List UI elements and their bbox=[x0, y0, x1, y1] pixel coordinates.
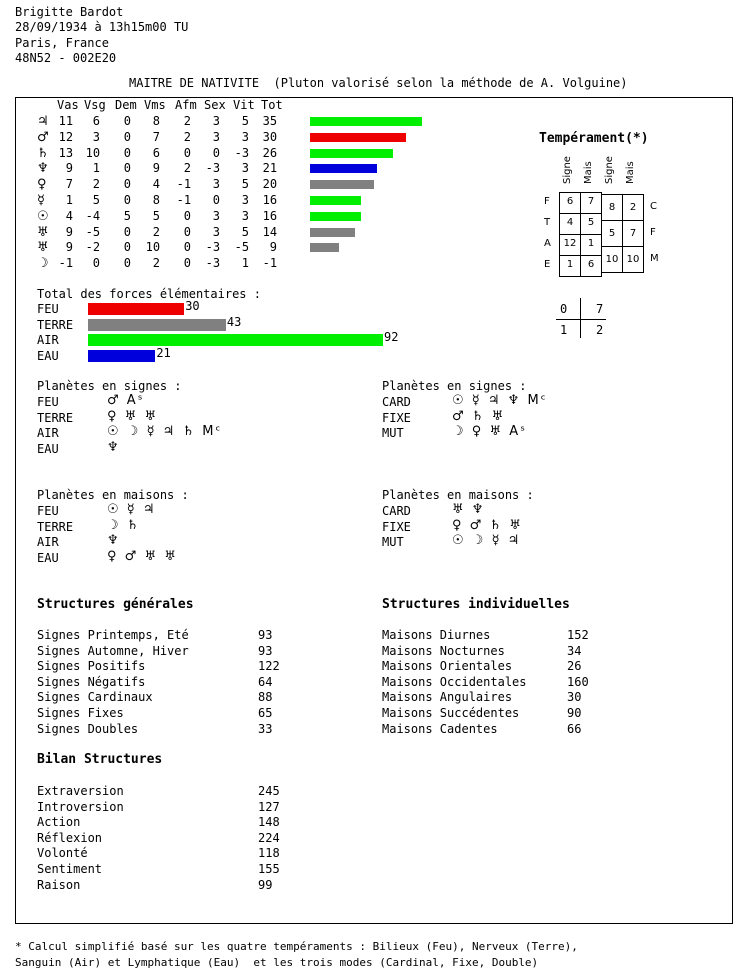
dominance-cell: 0 bbox=[123, 224, 132, 239]
dominance-cell: -1 bbox=[176, 193, 192, 207]
structure-value: 245 bbox=[258, 784, 280, 798]
dominance-cell: 3 bbox=[92, 129, 101, 144]
planet-list-label: AIR bbox=[37, 535, 59, 550]
element-value: 43 bbox=[226, 314, 242, 329]
structure-label: Maisons Nocturnes bbox=[382, 643, 505, 658]
planet-list-label: CARD bbox=[382, 395, 411, 409]
cross-top-right: 7 bbox=[596, 302, 604, 316]
planet-list-label: FEU bbox=[37, 395, 59, 409]
elements-title: Total des forces élémentaires : bbox=[37, 287, 261, 301]
dominance-cell: 7 bbox=[152, 129, 161, 144]
temperament-cell: 7 bbox=[622, 220, 644, 247]
dominance-cell: 6 bbox=[92, 114, 101, 128]
dominance-bar bbox=[310, 228, 355, 237]
planet-list-label: MUT bbox=[382, 426, 404, 441]
element-label: EAU bbox=[37, 348, 59, 363]
temperament-row-label: F bbox=[544, 196, 550, 207]
dominance-cell: 0 bbox=[123, 256, 132, 271]
dominance-cell: 10 bbox=[85, 145, 101, 160]
element-value: 30 bbox=[185, 299, 200, 313]
dominance-cell: -2 bbox=[85, 240, 101, 255]
dominance-cell: 16 bbox=[262, 193, 278, 207]
structure-label: Signes Doubles bbox=[37, 721, 139, 736]
dominance-cell: 2 bbox=[152, 224, 161, 239]
structure-label: Sentiment bbox=[37, 862, 103, 876]
planets-signs-right-title: Planètes en signes : bbox=[382, 379, 527, 393]
bilan-title: Bilan Structures bbox=[37, 752, 163, 767]
planet-list-label: TERRE bbox=[37, 410, 74, 425]
dominance-cell: 5 bbox=[241, 224, 250, 239]
dominance-cell: 0 bbox=[123, 177, 132, 192]
dominance-cell: -3 bbox=[205, 240, 221, 255]
birth-coords: 48N52 - 002E20 bbox=[15, 51, 117, 65]
planet-glyph-icon: ♆ bbox=[37, 161, 49, 177]
temperament-cell: 6 bbox=[559, 192, 581, 214]
dominance-cell: 21 bbox=[262, 161, 278, 176]
cross-bottom-right: 2 bbox=[596, 323, 604, 337]
temperament-cell: 10 bbox=[622, 246, 644, 273]
dominance-cell: 0 bbox=[123, 129, 132, 144]
temperament-cell: 5 bbox=[601, 220, 623, 247]
dominance-cell: 3 bbox=[212, 177, 221, 192]
structure-label: Signes Printemps, Eté bbox=[37, 628, 189, 642]
birth-datetime: 28/09/1934 à 13h15m00 TU bbox=[15, 20, 189, 34]
dominance-cell: 20 bbox=[262, 177, 278, 192]
dominance-cell: -1 bbox=[58, 256, 74, 271]
planet-glyph-icon: ♃ bbox=[37, 114, 49, 129]
page-title: MAITRE DE NATIVITE (Pluton valorisé selon la méthode de A. Volguine) bbox=[129, 76, 628, 90]
dominance-bar bbox=[310, 133, 406, 142]
planet-glyphs-icon: ♀ ♂ ♅ ♅ bbox=[107, 548, 178, 564]
planet-glyphs-icon: ☉ ☿ ♃ bbox=[107, 502, 157, 517]
dominance-bar bbox=[310, 243, 339, 252]
native-name: Brigitte Bardot bbox=[15, 5, 124, 19]
structure-value: 64 bbox=[258, 674, 273, 689]
dominance-cell: 3 bbox=[241, 208, 250, 223]
temperament-row-label: T bbox=[544, 217, 551, 228]
element-value: 21 bbox=[156, 345, 171, 360]
dominance-cell: 5 bbox=[152, 208, 161, 223]
dominance-cell: 3 bbox=[212, 129, 221, 144]
planet-glyphs-icon: ♅ ♆ bbox=[452, 502, 486, 517]
planet-glyph-icon: ♅ bbox=[37, 240, 49, 256]
structure-value: 160 bbox=[567, 674, 589, 689]
temperament-cell: 1 bbox=[580, 234, 602, 256]
planet-glyphs-icon: ♂ Aˢ bbox=[107, 393, 145, 408]
planet-glyph-icon: ♀ bbox=[37, 177, 47, 193]
dominance-cell: 0 bbox=[123, 240, 132, 255]
dominance-cell: 0 bbox=[183, 256, 192, 271]
element-bar bbox=[88, 350, 155, 362]
planet-glyph-icon: ♂ bbox=[37, 129, 49, 145]
dominance-header-dem: Dem bbox=[115, 98, 137, 112]
dominance-cell: -5 bbox=[234, 240, 250, 255]
element-label: FEU bbox=[37, 302, 59, 316]
dominance-cell: 3 bbox=[241, 193, 250, 207]
structure-value: 30 bbox=[567, 690, 582, 705]
dominance-cell: 0 bbox=[212, 193, 221, 207]
temperament-cell: 5 bbox=[580, 213, 602, 235]
dominance-cell: 8 bbox=[152, 114, 161, 128]
cross-top-left: 0 bbox=[560, 302, 568, 316]
dominance-cell: 1 bbox=[65, 193, 74, 207]
structure-label: Maisons Succédentes bbox=[382, 706, 520, 720]
dominance-cell: 16 bbox=[262, 208, 278, 223]
temperament-title: Tempérament(*) bbox=[539, 131, 649, 146]
temperament-cell: 4 bbox=[559, 213, 581, 235]
structure-value: 122 bbox=[258, 659, 280, 674]
structure-value: 93 bbox=[258, 643, 273, 658]
planet-glyphs-icon: ♀ ♂ ♄ ♅ bbox=[452, 517, 523, 533]
dominance-cell: -3 bbox=[205, 161, 221, 176]
planet-glyphs-icon: ♀ ♅ ♅ bbox=[107, 408, 159, 424]
temperament-cell: 1 bbox=[559, 255, 581, 277]
dominance-cell: 11 bbox=[58, 114, 74, 128]
structure-value: 65 bbox=[258, 706, 273, 720]
dominance-cell: 2 bbox=[183, 114, 192, 128]
planet-list-label: MUT bbox=[382, 535, 404, 550]
structure-value: 93 bbox=[258, 628, 273, 642]
temperament-row-label: A bbox=[544, 238, 551, 249]
dominance-cell: 0 bbox=[92, 256, 101, 271]
dominance-cell: 6 bbox=[152, 145, 161, 160]
planets-houses-right-title: Planètes en maisons : bbox=[382, 488, 534, 502]
cross-vertical-line bbox=[580, 298, 581, 338]
cross-horizontal-line bbox=[556, 319, 606, 320]
temperament-mode-label: C bbox=[650, 201, 657, 212]
dominance-cell: 1 bbox=[92, 161, 101, 176]
dominance-cell: 2 bbox=[152, 256, 161, 271]
dominance-bar bbox=[310, 164, 377, 173]
dominance-cell: 3 bbox=[212, 114, 221, 128]
planet-list-label: FIXE bbox=[382, 410, 411, 425]
structure-label: Signes Négatifs bbox=[37, 674, 146, 689]
dominance-cell: 0 bbox=[183, 224, 192, 239]
dominance-cell: 5 bbox=[241, 177, 250, 192]
planet-glyphs-icon: ☽ ♀ ♅ Aˢ bbox=[452, 424, 527, 440]
dominance-cell: 2 bbox=[183, 161, 192, 176]
temperament-col-label: Signe bbox=[562, 156, 573, 184]
dominance-bar bbox=[310, 117, 422, 126]
dominance-header-vit: Vit bbox=[233, 98, 255, 112]
dominance-cell: 3 bbox=[212, 208, 221, 223]
dominance-cell: 0 bbox=[183, 145, 192, 160]
planet-list-label: EAU bbox=[37, 441, 59, 456]
element-bar bbox=[88, 303, 184, 315]
cross-bottom-left: 1 bbox=[560, 323, 568, 337]
dominance-cell: 13 bbox=[58, 145, 74, 160]
planet-glyphs-icon: ☉ ☽ ☿ ♃ ♄ Mᶜ bbox=[107, 424, 223, 440]
planet-list-label: FIXE bbox=[382, 519, 411, 534]
planet-glyphs-icon: ♆ bbox=[107, 533, 121, 549]
dominance-cell: 35 bbox=[262, 114, 278, 128]
dominance-cell: 0 bbox=[123, 161, 132, 176]
dominance-cell: 0 bbox=[212, 145, 221, 160]
temperament-mode-label: M bbox=[650, 253, 659, 264]
structures-generales-title: Structures générales bbox=[37, 597, 194, 612]
planets-signs-left-title: Planètes en signes : bbox=[37, 379, 182, 393]
dominance-cell: 5 bbox=[123, 208, 132, 223]
dominance-header-tot: Tot bbox=[261, 98, 283, 112]
dominance-cell: -3 bbox=[205, 256, 221, 271]
dominance-header-sex: Sex bbox=[204, 98, 226, 112]
dominance-cell: 1 bbox=[241, 256, 250, 271]
structure-label: Maisons Diurnes bbox=[382, 628, 491, 642]
structure-label: Signes Automne, Hiver bbox=[37, 643, 189, 658]
structure-label: Maisons Orientales bbox=[382, 659, 513, 674]
structure-value: 152 bbox=[567, 628, 589, 642]
dominance-bar bbox=[310, 212, 361, 221]
dominance-cell: 3 bbox=[241, 129, 250, 144]
dominance-header-vas: Vas bbox=[57, 98, 79, 112]
dominance-header-vms: Vms bbox=[144, 98, 166, 112]
planet-glyphs-icon: ☉ ☿ ♃ ♆ Mᶜ bbox=[452, 393, 548, 408]
element-label: AIR bbox=[37, 333, 59, 348]
planet-list-label: TERRE bbox=[37, 519, 74, 534]
planet-glyph-icon: ☿ bbox=[37, 193, 45, 208]
dominance-cell: 5 bbox=[241, 114, 250, 128]
planet-list-label: AIR bbox=[37, 426, 59, 441]
temperament-cell: 6 bbox=[580, 255, 602, 277]
structure-label: Volonté bbox=[37, 846, 88, 861]
element-bar bbox=[88, 334, 383, 346]
dominance-cell: 9 bbox=[65, 161, 74, 176]
structure-label: Introversion bbox=[37, 799, 124, 814]
dominance-cell: 3 bbox=[212, 224, 221, 239]
structure-label: Signes Fixes bbox=[37, 706, 124, 720]
dominance-cell: 0 bbox=[123, 145, 132, 160]
structure-value: 127 bbox=[258, 799, 280, 814]
structures-individuelles-title: Structures individuelles bbox=[382, 597, 570, 612]
planet-glyphs-icon: ♂ ♄ ♅ bbox=[452, 408, 506, 424]
dominance-cell: 14 bbox=[262, 224, 278, 239]
dominance-cell: 5 bbox=[92, 193, 101, 207]
element-bar bbox=[88, 319, 226, 331]
dominance-cell: -1 bbox=[176, 177, 192, 192]
structure-value: 66 bbox=[567, 721, 582, 736]
planet-glyph-icon: ☽ bbox=[37, 256, 49, 272]
footnote-line-1: * Calcul simplifié basé sur les quatre tempéraments : Bilieux (Feu), Nerveux (Terre), bbox=[15, 940, 578, 953]
structure-value: 148 bbox=[258, 815, 280, 830]
structure-label: Maisons Cadentes bbox=[382, 721, 498, 736]
dominance-cell: 26 bbox=[262, 145, 278, 160]
dominance-header-afm: Afm bbox=[175, 98, 197, 112]
dominance-cell: 12 bbox=[58, 129, 74, 144]
element-label: TERRE bbox=[37, 317, 74, 332]
structure-label: Maisons Angulaires bbox=[382, 690, 513, 705]
structure-label: Raison bbox=[37, 877, 81, 892]
temperament-mode-label: F bbox=[650, 227, 656, 238]
structure-value: 90 bbox=[567, 706, 582, 720]
dominance-cell: 4 bbox=[152, 177, 161, 192]
structure-label: Réflexion bbox=[37, 830, 103, 845]
structure-label: Extraversion bbox=[37, 784, 124, 798]
planets-houses-left-title: Planètes en maisons : bbox=[37, 488, 189, 502]
planet-glyphs-icon: ☽ ♄ bbox=[107, 517, 141, 533]
dominance-header-vsg: Vsg bbox=[84, 98, 106, 112]
dominance-cell: 3 bbox=[241, 161, 250, 176]
dominance-cell: 2 bbox=[92, 177, 101, 192]
dominance-cell: 10 bbox=[145, 240, 161, 255]
dominance-cell: 0 bbox=[123, 114, 132, 128]
temperament-cell: 2 bbox=[622, 194, 644, 221]
dominance-cell: 9 bbox=[152, 161, 161, 176]
dominance-cell: 0 bbox=[183, 240, 192, 255]
temperament-col-label: Mais bbox=[625, 161, 636, 184]
dominance-cell: 9 bbox=[65, 224, 74, 239]
structure-label: Signes Positifs bbox=[37, 659, 146, 674]
planet-glyph-icon: ♄ bbox=[37, 145, 49, 161]
dominance-cell: -1 bbox=[262, 256, 278, 271]
dominance-cell: -3 bbox=[234, 145, 250, 160]
structure-value: 34 bbox=[567, 643, 582, 658]
temperament-cell: 7 bbox=[580, 192, 602, 214]
temperament-cell: 8 bbox=[601, 194, 623, 221]
structure-label: Signes Cardinaux bbox=[37, 690, 153, 705]
planet-glyphs-icon: ☉ ☽ ☿ ♃ bbox=[452, 533, 522, 549]
temperament-row-label: E bbox=[544, 259, 551, 270]
structure-label: Maisons Occidentales bbox=[382, 674, 527, 689]
dominance-cell: 7 bbox=[65, 177, 74, 192]
element-value: 92 bbox=[384, 330, 399, 345]
dominance-bar bbox=[310, 149, 393, 158]
planet-list-label: FEU bbox=[37, 504, 59, 518]
temperament-col-label: Mais bbox=[583, 161, 594, 184]
dominance-cell: 4 bbox=[65, 208, 74, 223]
dominance-bar bbox=[310, 180, 374, 189]
structure-value: 155 bbox=[258, 862, 280, 876]
structure-value: 99 bbox=[258, 877, 273, 892]
planet-list-label: CARD bbox=[382, 504, 411, 518]
dominance-cell: -4 bbox=[85, 208, 101, 223]
dominance-cell: 0 bbox=[183, 208, 192, 223]
planet-glyph-icon: ☉ bbox=[37, 208, 49, 224]
structure-label: Action bbox=[37, 815, 81, 830]
dominance-cell: 9 bbox=[65, 240, 74, 255]
dominance-cell: 9 bbox=[269, 240, 278, 255]
dominance-cell: 30 bbox=[262, 129, 278, 144]
dominance-cell: -5 bbox=[85, 224, 101, 239]
temperament-cell: 12 bbox=[559, 234, 581, 256]
temperament-col-label: Signe bbox=[604, 156, 615, 184]
dominance-cell: 0 bbox=[123, 193, 132, 207]
birth-place: Paris, France bbox=[15, 36, 109, 50]
footnote-line-2: Sanguin (Air) et Lymphatique (Eau) et les trois modes (Cardinal, Fixe, Double) bbox=[15, 956, 539, 969]
planet-list-label: EAU bbox=[37, 550, 59, 565]
temperament-cell: 10 bbox=[601, 246, 623, 273]
structure-value: 88 bbox=[258, 690, 273, 705]
structure-value: 26 bbox=[567, 659, 582, 674]
planet-glyph-icon: ♅ bbox=[37, 224, 49, 240]
dominance-cell: 2 bbox=[183, 129, 192, 144]
dominance-cell: 8 bbox=[152, 193, 161, 207]
structure-value: 33 bbox=[258, 721, 273, 736]
dominance-bar bbox=[310, 196, 361, 205]
structure-value: 224 bbox=[258, 830, 280, 845]
structure-value: 118 bbox=[258, 846, 280, 861]
planet-glyphs-icon: ♆ bbox=[107, 439, 121, 455]
